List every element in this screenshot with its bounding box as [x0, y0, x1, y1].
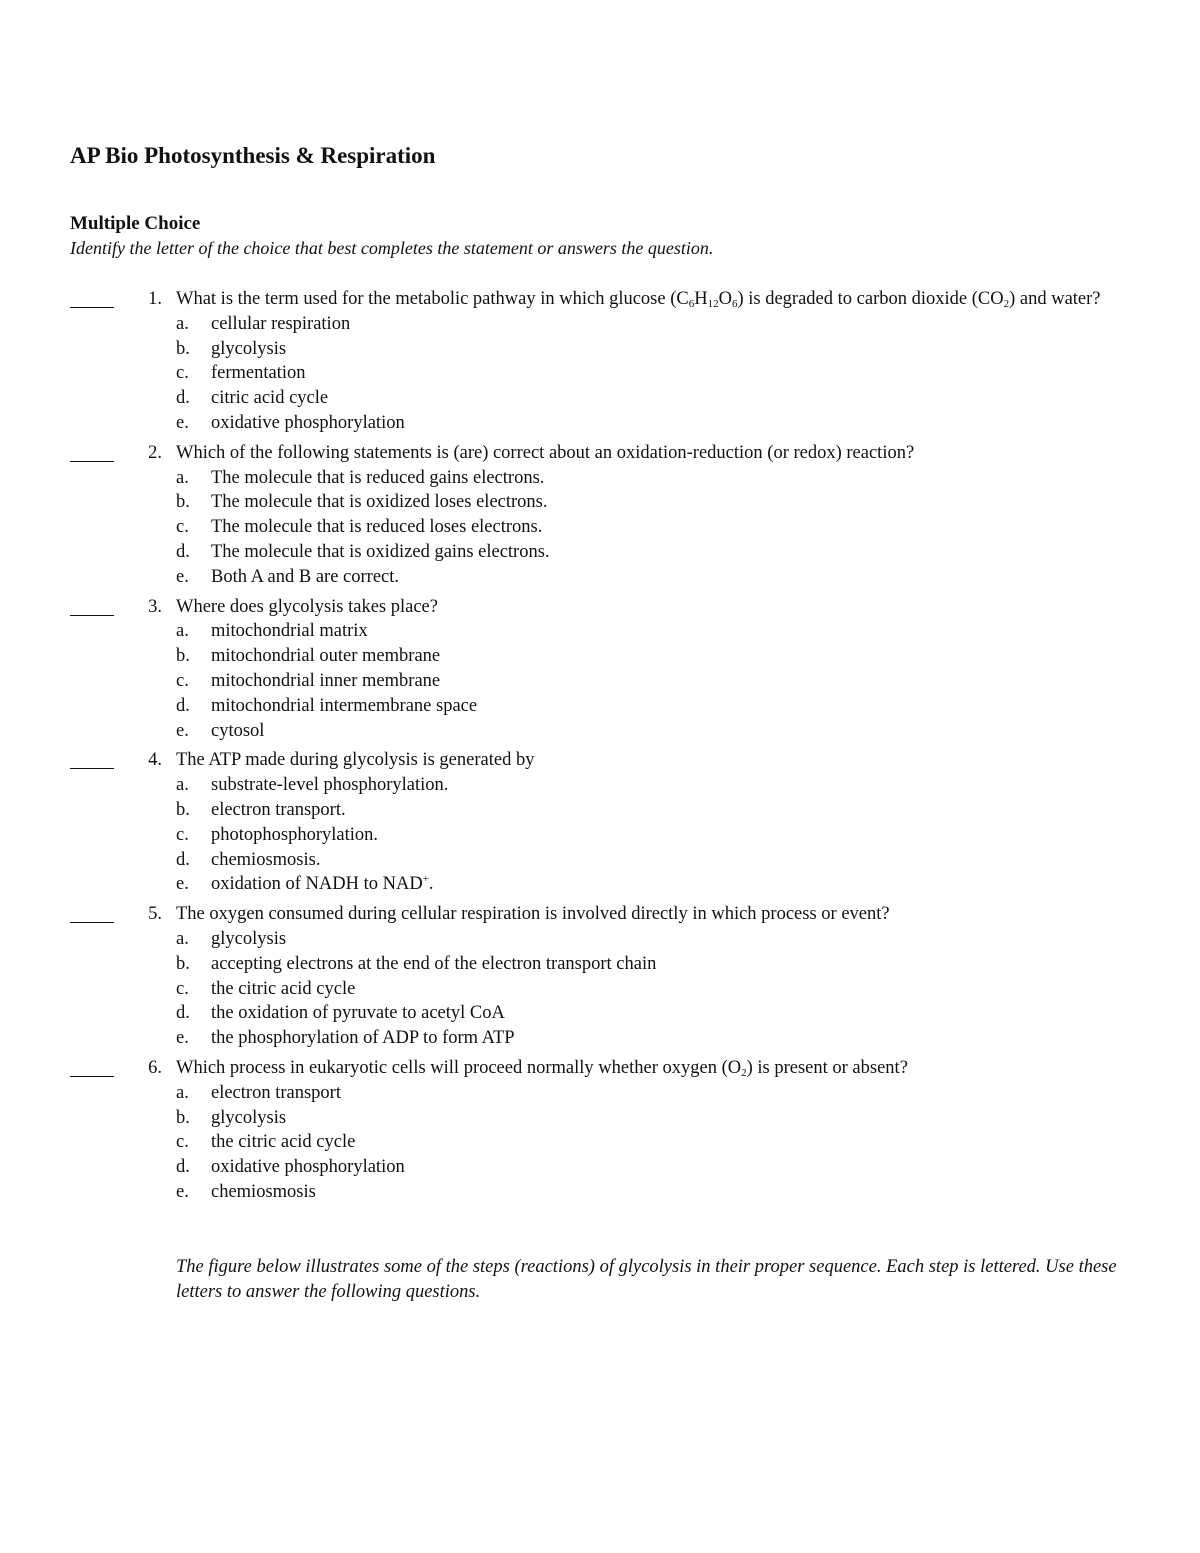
choice-c	[70, 669, 1130, 694]
choice-a	[70, 1081, 1130, 1106]
choice-c	[70, 977, 1130, 1002]
section-heading: Multiple Choice	[70, 213, 201, 234]
choice-text: oxidation of NADH to NAD+.	[211, 873, 434, 895]
choice-b	[70, 490, 1130, 515]
question-list	[70, 287, 1130, 1205]
question-text: The ATP made during glycolysis is generated by	[176, 750, 535, 771]
choice-letter: c.	[176, 1132, 189, 1153]
question-number: 1.	[148, 289, 162, 309]
choice-text: glycolysis	[211, 928, 287, 949]
choice-text: cellular respiration	[211, 313, 351, 334]
question-number: 6.	[148, 1057, 162, 1078]
choice-text: citric acid cycle	[211, 388, 329, 409]
choice-letter: e.	[176, 566, 189, 587]
choice-letter: a.	[176, 467, 189, 488]
question-text: What is the term used for the metabolic pathway in which glucose $(C_6H_{12}O_6)$ is degraded to carbon dioxide $(CO_2)$ and water?	[176, 289, 1101, 310]
choice-e	[70, 872, 1130, 897]
choice-letter: c.	[176, 978, 189, 999]
choice-text: accepting electrons at the end of the electron transport chain	[211, 953, 657, 974]
choice-d	[70, 1155, 1130, 1180]
choice-letter: c.	[176, 670, 189, 691]
choice-letter: c.	[176, 363, 189, 384]
question-text: Which of the following statements is (are) correct about an oxidation-reduction (or redox) reaction?	[176, 442, 915, 463]
choice-b	[70, 798, 1130, 823]
answer-blank-3[interactable]	[70, 596, 114, 616]
choice-letter: a.	[176, 621, 189, 642]
choice-letter: d.	[176, 1157, 190, 1178]
choice-letter: e.	[176, 720, 189, 741]
choice-a	[70, 466, 1130, 491]
choice-list	[70, 466, 1130, 590]
choice-text: glycolysis	[211, 338, 287, 359]
choice-letter: a.	[176, 313, 189, 334]
question-5	[70, 902, 1130, 1051]
question-4	[70, 748, 1130, 897]
choice-list	[70, 619, 1130, 743]
choice-letter: e.	[176, 412, 189, 433]
choice-text: mitochondrial inner membrane	[211, 670, 441, 691]
choice-letter: b.	[176, 492, 190, 513]
choice-letter: b.	[176, 646, 190, 667]
choice-list	[70, 1081, 1130, 1205]
question-1	[70, 287, 1130, 436]
question-text: Which process in eukaryotic cells will proceed normally whether oxygen $(O_2)$ is present or absent?	[176, 1057, 908, 1079]
answer-blank-1[interactable]	[70, 288, 114, 308]
question-2	[70, 441, 1130, 590]
question-number: 2.	[148, 442, 162, 463]
choice-list	[70, 773, 1130, 897]
choice-b	[70, 337, 1130, 362]
choice-letter: a.	[176, 1082, 189, 1103]
choice-c	[70, 361, 1130, 386]
choice-e	[70, 719, 1130, 744]
figure-instructions: The figure below illustrates some of the steps (reactions) of glycolysis in their proper sequence. Each step is lettered. Use these letters to answer the following questions.	[176, 1257, 1117, 1302]
choice-letter: d.	[176, 541, 190, 562]
choice-d	[70, 386, 1130, 411]
choice-letter: e.	[176, 1028, 189, 1049]
answer-blank-2[interactable]	[70, 442, 114, 462]
question-number: 4.	[148, 750, 162, 771]
choice-text: fermentation	[211, 363, 306, 384]
choice-letter: d.	[176, 695, 190, 716]
choice-letter: d.	[176, 849, 190, 870]
answer-blank-4[interactable]	[70, 749, 114, 769]
choice-text: mitochondrial outer membrane	[211, 646, 441, 667]
choice-text: Both A and B are correct.	[211, 566, 400, 587]
choice-e	[70, 1026, 1130, 1051]
choice-letter: a.	[176, 775, 189, 796]
choice-d	[70, 694, 1130, 719]
choice-text: chemiosmosis.	[211, 849, 321, 870]
choice-list	[70, 312, 1130, 436]
choice-text: The molecule that is reduced gains electrons.	[211, 467, 545, 488]
question-number: 3.	[148, 596, 162, 617]
section-instructions: Identify the letter of the choice that best completes the statement or answers the question.	[70, 238, 714, 258]
choice-c	[70, 515, 1130, 540]
choice-b	[70, 644, 1130, 669]
answer-blank-6[interactable]	[70, 1057, 114, 1077]
choice-text: substrate-level phosphorylation.	[211, 775, 449, 796]
choice-c	[70, 823, 1130, 848]
choice-text: The molecule that is oxidized loses electrons.	[211, 492, 548, 513]
choice-d	[70, 848, 1130, 873]
choice-d	[70, 540, 1130, 565]
choice-text: The molecule that is reduced loses electrons.	[211, 517, 543, 538]
choice-text: mitochondrial intermembrane space	[211, 695, 478, 716]
choice-letter: b.	[176, 1107, 190, 1128]
choice-d	[70, 1001, 1130, 1026]
choice-text: the phosphorylation of ADP to form ATP	[211, 1028, 515, 1049]
choice-letter: e.	[176, 874, 189, 895]
choice-e	[70, 1180, 1130, 1205]
choice-letter: b.	[176, 338, 190, 359]
choice-text: photophosphorylation.	[211, 824, 379, 845]
choice-text: electron transport	[211, 1082, 341, 1103]
choice-text: The molecule that is oxidized gains electrons.	[211, 541, 550, 562]
choice-text: oxidative phosphorylation	[211, 412, 405, 433]
choice-e	[70, 565, 1130, 590]
choice-a	[70, 927, 1130, 952]
choice-letter: a.	[176, 928, 189, 949]
choice-letter: b.	[176, 953, 190, 974]
choice-c	[70, 1130, 1130, 1155]
choice-e	[70, 411, 1130, 436]
question-text: Where does glycolysis takes place?	[176, 596, 438, 617]
choice-letter: d.	[176, 1003, 190, 1024]
choice-letter: d.	[176, 388, 190, 409]
choice-letter: e.	[176, 1181, 189, 1202]
choice-text: the citric acid cycle	[211, 1132, 356, 1153]
choice-text: the citric acid cycle	[211, 978, 356, 999]
choice-text: oxidative phosphorylation	[211, 1157, 405, 1178]
choice-text: chemiosmosis	[211, 1181, 316, 1202]
choice-letter: c.	[176, 824, 189, 845]
choice-b	[70, 952, 1130, 977]
choice-list	[70, 927, 1130, 1051]
choice-letter: c.	[176, 517, 189, 538]
choice-text: electron transport.	[211, 799, 346, 820]
choice-a	[70, 312, 1130, 337]
choice-a	[70, 773, 1130, 798]
choice-a	[70, 619, 1130, 644]
choice-text: cytosol	[211, 720, 265, 741]
page-title: AP Bio Photosynthesis & Respiration	[70, 143, 436, 168]
question-3	[70, 595, 1130, 744]
answer-blank-5[interactable]	[70, 903, 114, 923]
choice-b	[70, 1106, 1130, 1131]
question-6	[70, 1056, 1130, 1205]
choice-text: mitochondrial matrix	[211, 621, 368, 642]
question-number: 5.	[148, 904, 162, 925]
choice-text: the oxidation of pyruvate to acetyl CoA	[211, 1003, 505, 1024]
question-text: The oxygen consumed during cellular respiration is involved directly in which process or event?	[176, 904, 890, 925]
choice-letter: b.	[176, 799, 190, 820]
choice-text: glycolysis	[211, 1107, 287, 1128]
